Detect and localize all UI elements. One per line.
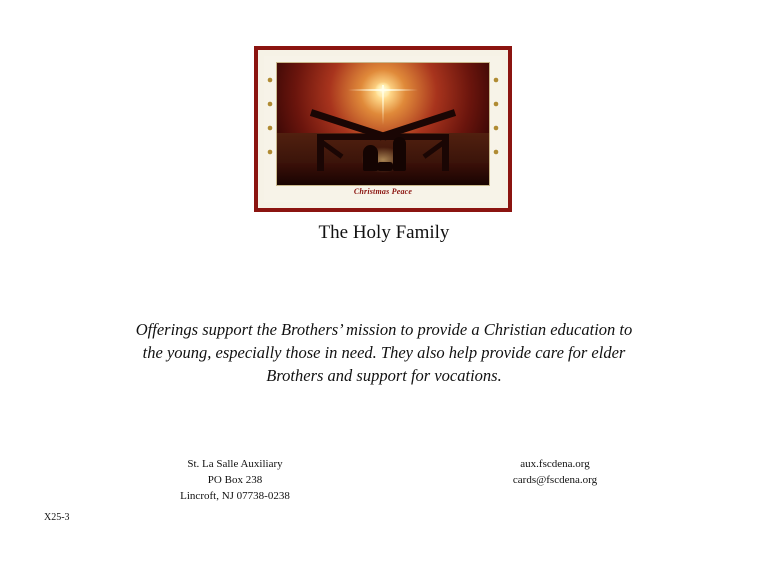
figure-joseph-icon bbox=[393, 137, 406, 171]
card-frame bbox=[254, 46, 512, 212]
mailing-address-block bbox=[140, 456, 330, 504]
page-title: The Holy Family bbox=[318, 222, 450, 243]
nativity-scene-icon bbox=[276, 62, 490, 186]
contact-block bbox=[470, 456, 640, 488]
offering-description: Offerings support the Brothers’ mission to provide a Christian education to the young, especially those in need. They also help provide care for elder Brothers and support for vocations. bbox=[135, 320, 633, 385]
email-address[interactable]: cards@fscdena.org bbox=[512, 474, 598, 486]
figure-mary-icon bbox=[363, 145, 378, 171]
greeting-card-image bbox=[254, 46, 512, 212]
card-inner bbox=[264, 56, 502, 202]
address-po-box: PO Box 238 bbox=[207, 474, 263, 486]
website-url[interactable]: aux.fscdena.org bbox=[520, 458, 590, 470]
card-caption: Christmas Peace bbox=[353, 187, 413, 196]
star-beam-horizontal-icon bbox=[348, 89, 418, 91]
cross-beam bbox=[317, 134, 449, 140]
item-code: X25-3 bbox=[44, 512, 70, 523]
figure-manger-icon bbox=[377, 162, 393, 171]
ornament-scroll-right-icon bbox=[491, 70, 501, 170]
address-city-state-zip: Lincroft, NJ 07738-0238 bbox=[180, 490, 290, 502]
ornament-scroll-left-icon bbox=[265, 70, 275, 170]
address-organization: St. La Salle Auxiliary bbox=[187, 458, 283, 470]
